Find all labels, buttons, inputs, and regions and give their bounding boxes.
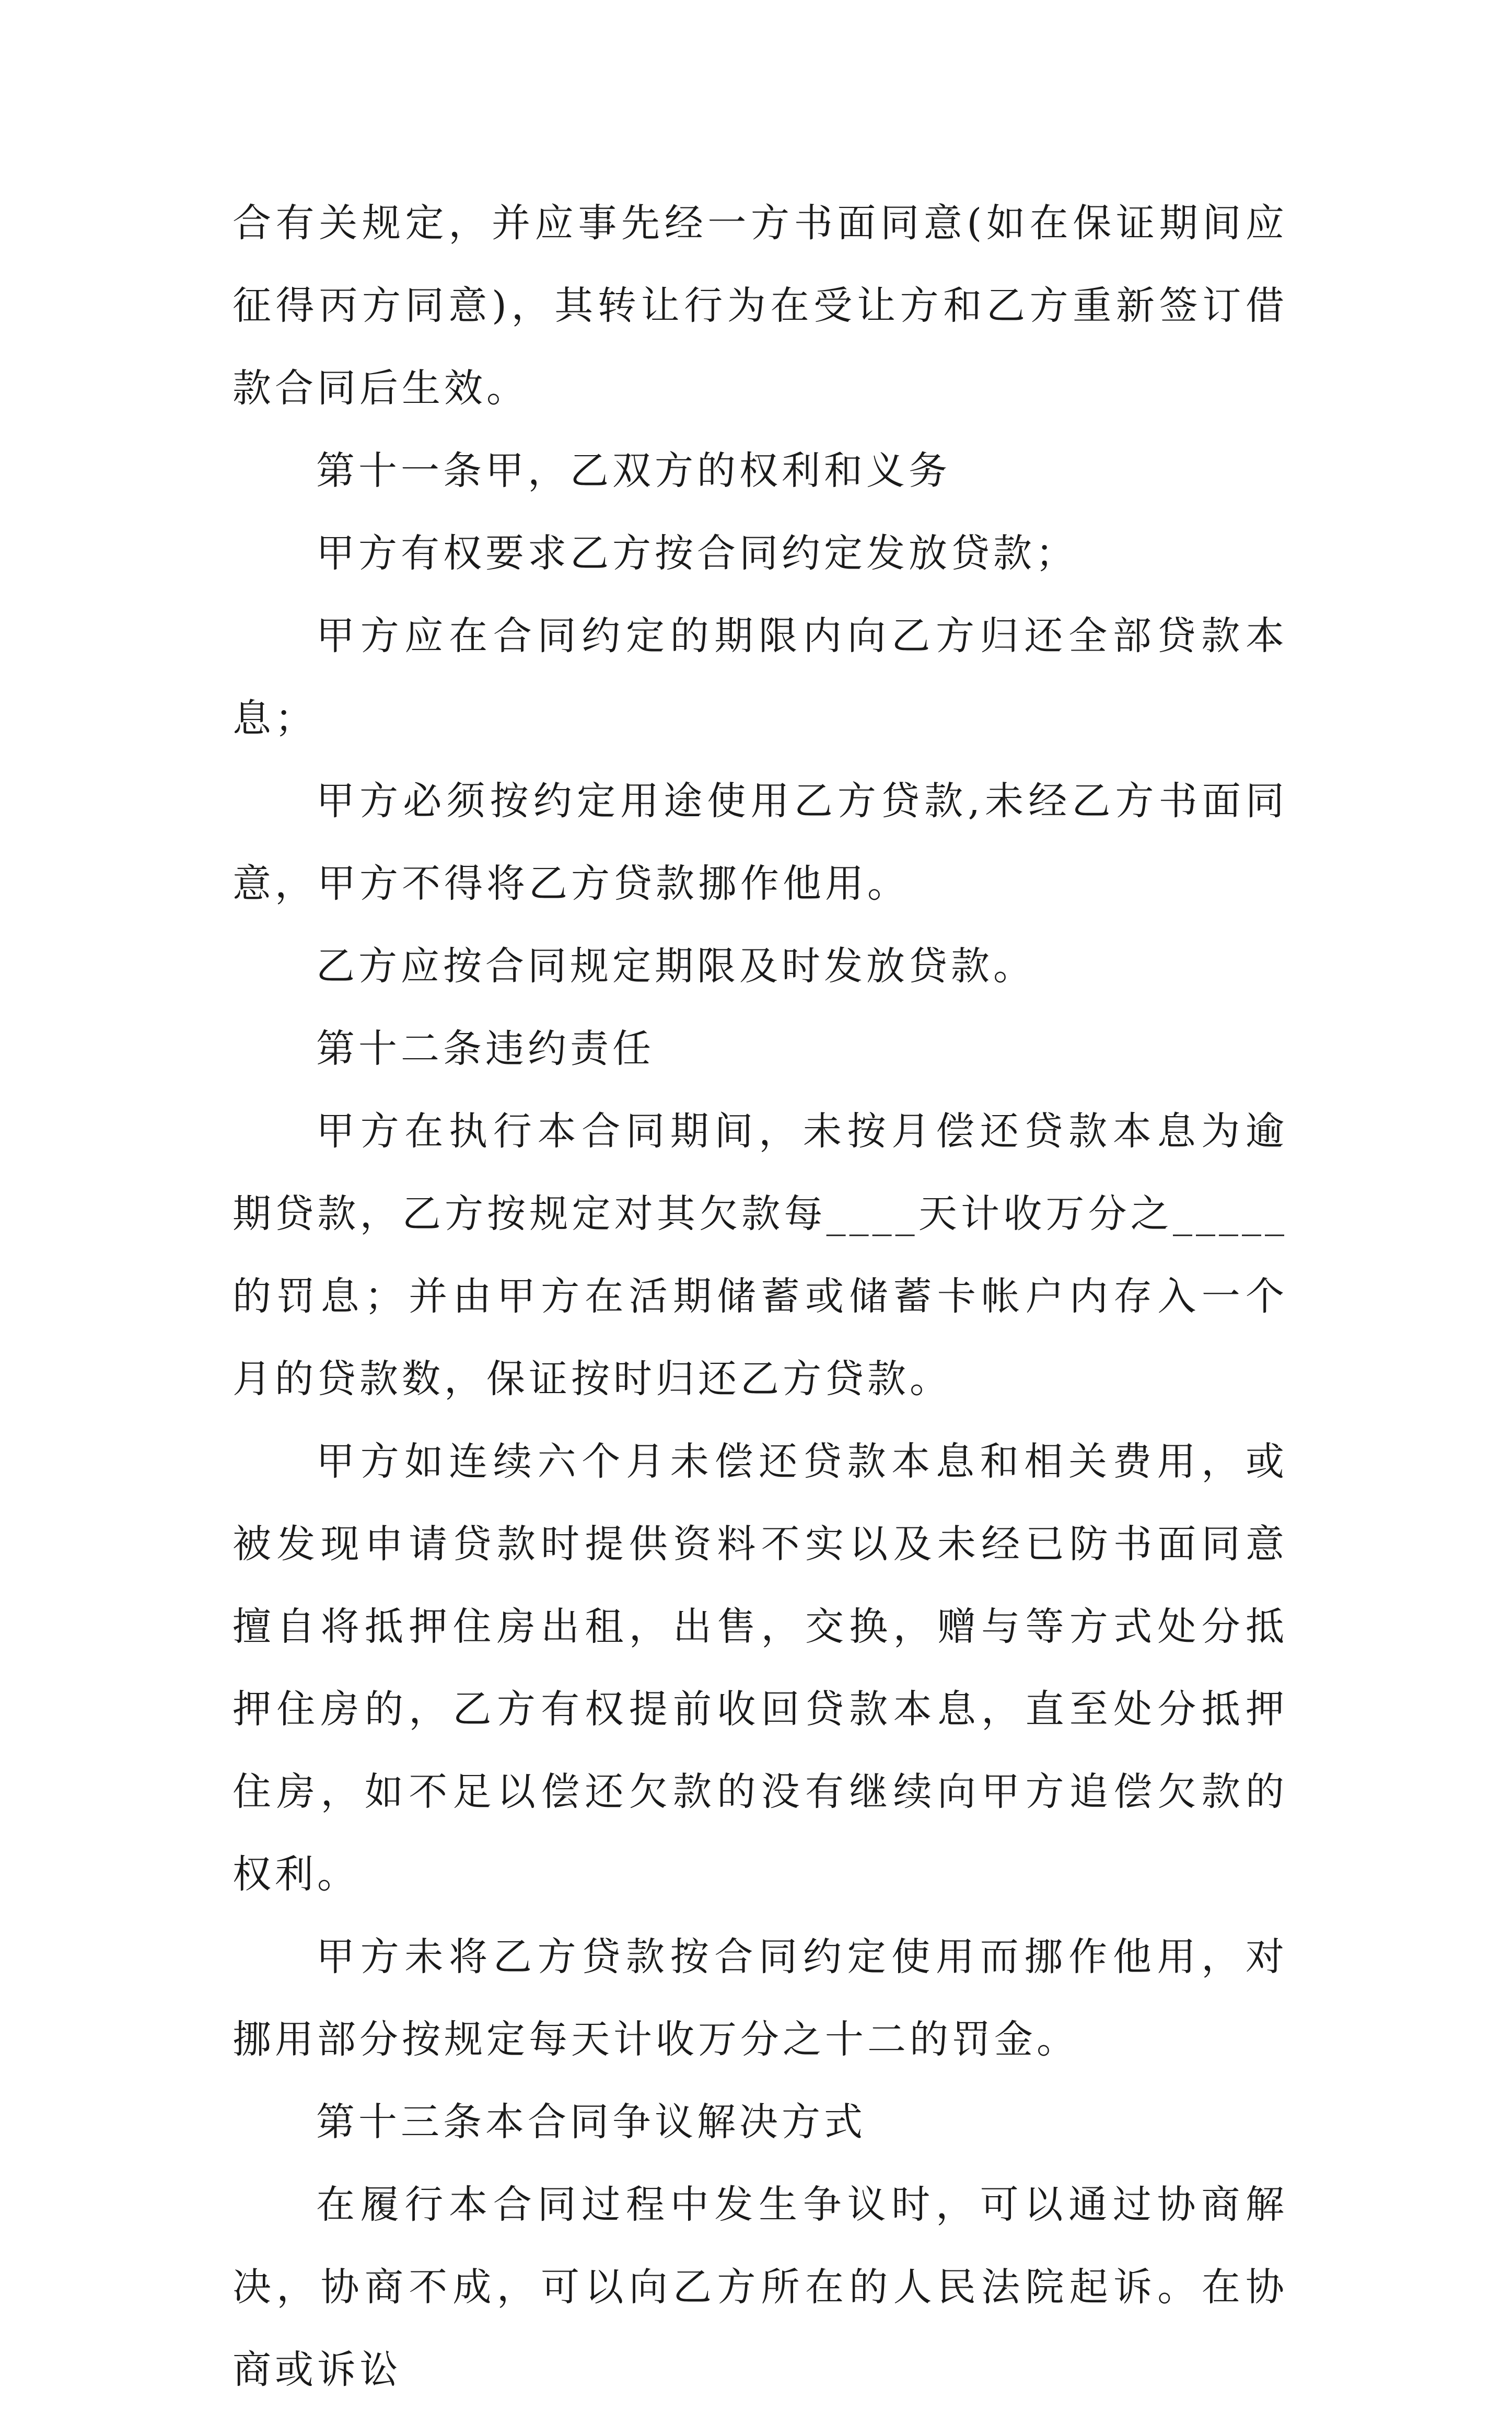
paragraph-loan-usage: 甲方必须按约定用途使用乙方贷款,未经乙方书面同意，甲方不得将乙方贷款挪作他用。 [232,779,1288,906]
paragraph-dispute-resolution: 在履行本合同过程中发生争议时，可以通过协商解决，协商不成，可以向乙方所在的人民法院起诉。在协商或诉讼 [232,2182,1288,2392]
paragraph-lender-obligation: 乙方应按合同规定期限及时发放贷款。 [316,944,1036,989]
paragraph-right-request-loan: 甲方有权要求乙方按合同约定发放贷款； [316,531,1078,576]
heading-article-11: 第十一条甲，乙双方的权利和义务 [316,448,951,493]
paragraph-continued-transfer-clause: 合有关规定，并应事先经一方书面同意(如在保证期间应征得丙方同意)，其转让行为在受让方和乙方重新签订借款合同后生效。 [232,201,1288,411]
paragraph-overdue-penalty: 甲方在执行本合同期间，未按月偿还贷款本息为逾期贷款，乙方按规定对其欠款每____天计收万分之_____的罚息；并由甲方在活期储蓄或储蓄卡帐户内存入一个月的贷款数，保证按时归还乙方贷款。 [232,1109,1288,1401]
document-body [232,182,1288,2411]
paragraph-misuse-penalty: 甲方未将乙方贷款按合同约定使用而挪作他用，对挪用部分按规定每天计收万分之十二的罚金。 [232,1934,1288,2062]
paragraph-early-recall: 甲方如连续六个月未偿还贷款本息和相关费用，或被发现申请贷款时提供资料不实以及未经已防书面同意擅自将抵押住房出租，出售，交换，赠与等方式处分抵押住房的，乙方有权提前收回贷款本息，直至处分抵押住房，如不足以偿还欠款的没有继续向甲方追偿欠款的权利。 [232,1439,1288,1897]
heading-article-13: 第十三条本合同争议解决方式 [316,2100,866,2145]
heading-article-12: 第十二条违约责任 [316,1026,655,1071]
paragraph-repay-obligation: 甲方应在合同约定的期限内向乙方归还全部贷款本息； [232,613,1288,741]
